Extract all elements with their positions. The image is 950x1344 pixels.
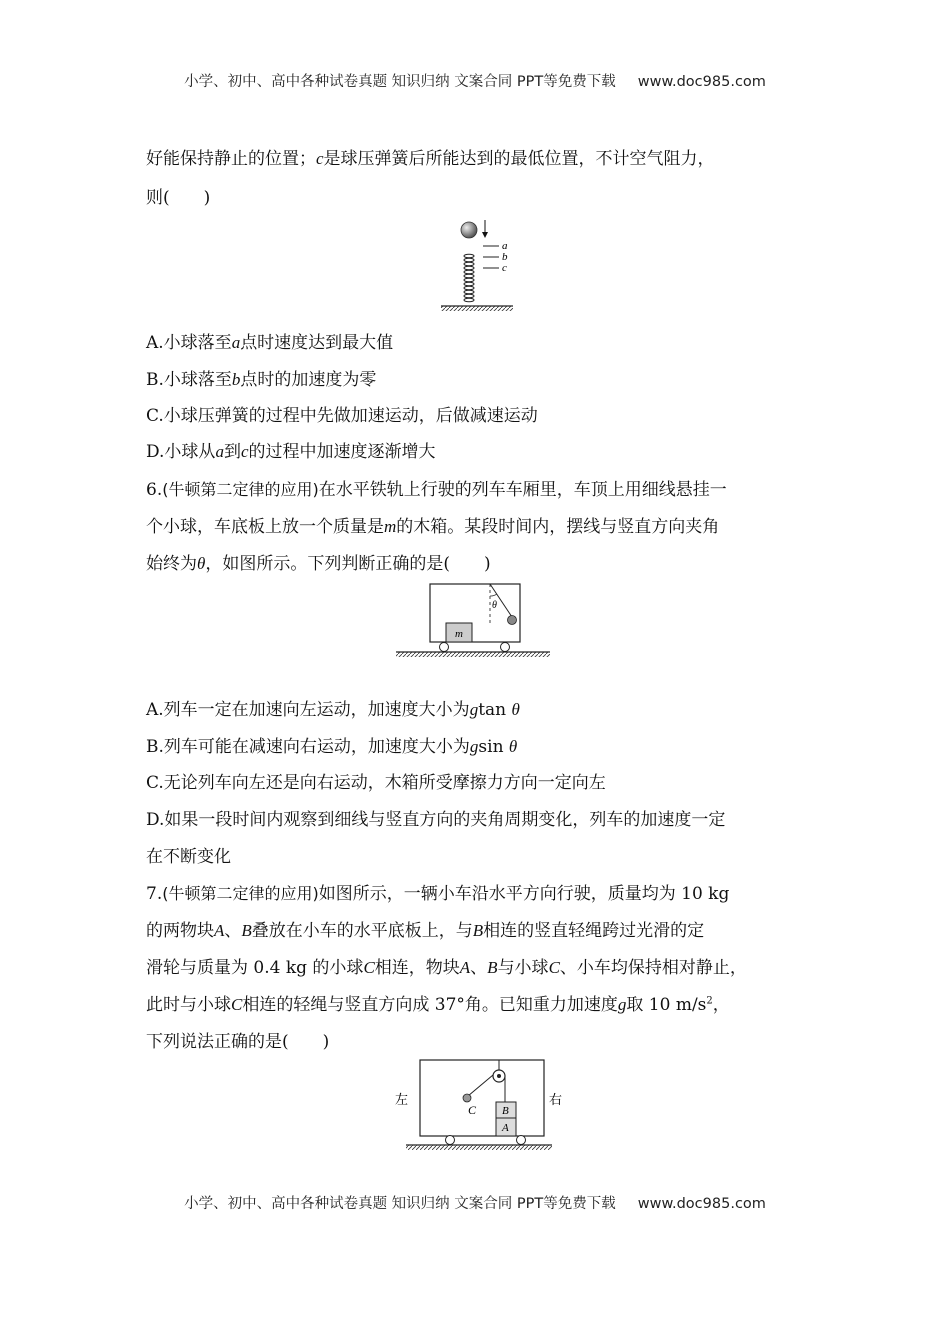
q6-line1: 6.(牛顿第二定律的应用)在水平铁轨上行驶的列车车厢里，车顶上用细线悬挂一 (146, 480, 727, 500)
q6-train-figure (394, 582, 554, 662)
pendulum-ball (508, 616, 517, 625)
wheel (440, 643, 449, 652)
q5-option-a: A.小球落至a点时速度达到最大值 (146, 333, 394, 353)
wheel (501, 643, 510, 652)
q7-line3: 滑轮与质量为 0.4 kg 的小球C相连，物块A、B与小球C、小车均保持相对静止， (146, 958, 747, 978)
page-header (0, 70, 950, 91)
q6-option-a: A.列车一定在加速向左运动，加速度大小为gtan θ (146, 700, 520, 720)
q6-line2: 个小球，车底板上放一个质量是m的木箱。某段时间内，摆线与竖直方向夹角 (146, 517, 720, 537)
right-label: 右 (549, 1093, 563, 1108)
q7-cart-figure (392, 1058, 564, 1154)
q6-line3: 始终为θ，如图所示。下列判断正确的是( ) (146, 554, 491, 574)
header-url[interactable]: www.doc985.com (637, 74, 766, 90)
down-arrow-icon (482, 232, 488, 238)
q5-line2: 则( ) (146, 188, 211, 208)
label-a: a (502, 240, 508, 252)
ball (461, 222, 477, 238)
label-a: A (502, 1122, 509, 1134)
spring (464, 254, 474, 302)
q5-spring-figure (437, 216, 537, 312)
q7-line1: 7.(牛顿第二定律的应用)如图所示，一辆小车沿水平方向行驶，质量均为 10 kg (146, 884, 730, 904)
wheel (517, 1136, 526, 1145)
label-b: B (502, 1105, 509, 1117)
q7-line4: 此时与小球C相连的轻绳与竖直方向成 37°角。已知重力加速度g取 10 $m/s^2$， (146, 995, 730, 1015)
q6-option-c: C.无论列车向左还是向右运动，木箱所受摩擦力方向一定向左 (146, 773, 606, 793)
q7-line5: 下列说法正确的是( ) (146, 1032, 330, 1052)
label-c: C (468, 1103, 477, 1117)
header-text: 小学、初中、高中各种试卷真题 知识归纳 文案合同 PPT等免费下载 (184, 74, 616, 90)
label-b: b (502, 251, 508, 263)
q6-option-d-line2: 在不断变化 (146, 847, 231, 867)
footer-text: 小学、初中、高中各种试卷真题 知识归纳 文案合同 PPT等免费下载 (184, 1196, 616, 1212)
q5-option-c: C.小球压弹簧的过程中先做加速运动，后做减速运动 (146, 406, 538, 426)
footer-url[interactable]: www.doc985.com (637, 1196, 766, 1212)
label-c: c (502, 262, 507, 274)
ball-c (463, 1094, 471, 1102)
q5-option-d: D.小球从a到c的过程中加速度逐渐增大 (146, 442, 436, 462)
q6-option-b: B.列车可能在减速向右运动，加速度大小为gsin θ (146, 737, 518, 757)
q5-line1: 好能保持静止的位置；c是球压弹簧后所能达到的最低位置，不计空气阻力， (146, 149, 715, 169)
q5-option-b: B.小球落至b点时的加速度为零 (146, 370, 377, 390)
q6-option-d-line1: D.如果一段时间内观察到细线与竖直方向的夹角周期变化，列车的加速度一定 (146, 810, 726, 830)
angle-label: θ (492, 600, 497, 611)
wheel (446, 1136, 455, 1145)
page-footer (0, 1192, 950, 1213)
left-label: 左 (395, 1093, 409, 1108)
q7-line2: 的两物块A、B叠放在小车的水平底板上，与B相连的竖直轻绳跨过光滑的定 (146, 921, 705, 941)
mass-label: m (455, 628, 463, 640)
